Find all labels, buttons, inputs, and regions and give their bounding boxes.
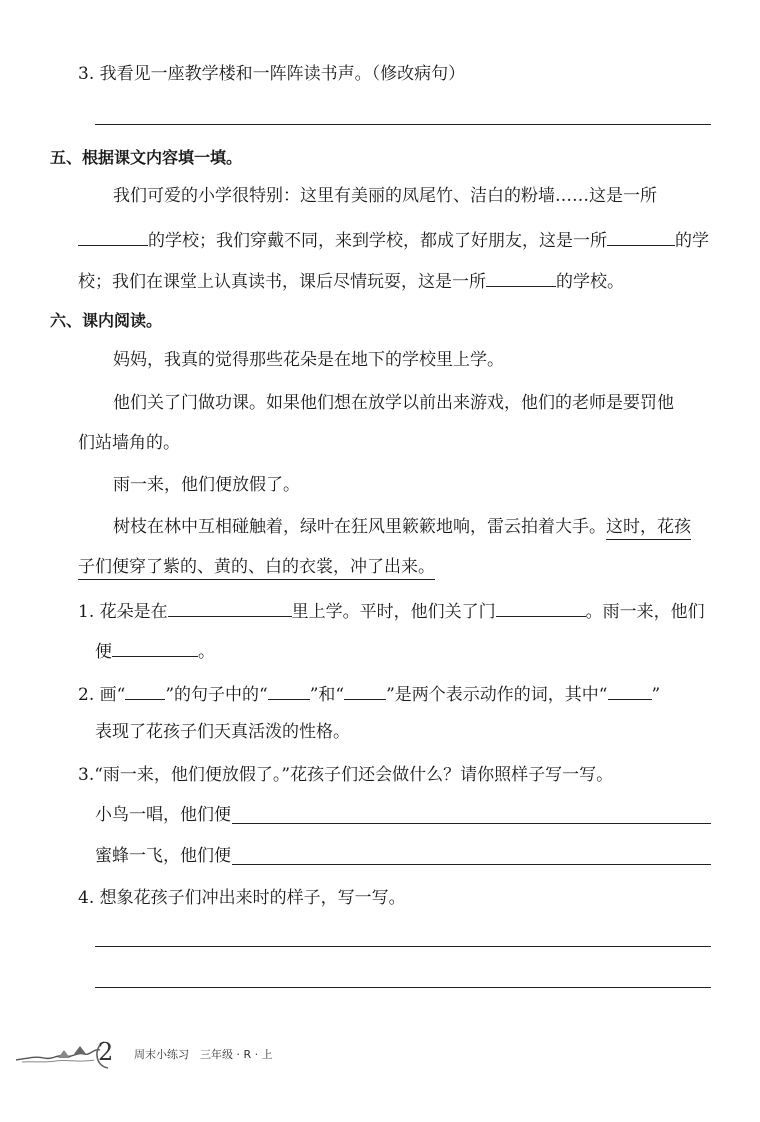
answer-line[interactable] xyxy=(232,864,711,865)
passage-paragraph-2: 他们关了门做功课。如果他们想在放学以前出来游戏，他们的老师是要罚他 xyxy=(113,393,674,413)
passage-paragraph-1: 妈妈，我真的觉得那些花朵是在地下的学校里上学。 xyxy=(113,350,504,370)
section-5-line-2 xyxy=(78,227,709,253)
answer-line[interactable] xyxy=(95,946,711,947)
fill-blank[interactable] xyxy=(168,598,292,617)
question-2 xyxy=(78,681,660,707)
text: 2. 画“ xyxy=(78,685,126,705)
page-footer xyxy=(14,1034,414,1074)
answer-line[interactable] xyxy=(95,124,711,125)
text: 树枝在林中互相碰触着，绿叶在狂风里簌簌地响，雷云拍着大手。 xyxy=(113,517,606,537)
text: 校；我们在课堂上认真读书，课后尽情玩耍，这是一所 xyxy=(78,272,486,292)
question-1-cont xyxy=(95,638,215,664)
text: 便 xyxy=(95,642,112,662)
text: 的学校；我们穿戴不同，来到学校，都成了好朋友，这是一所 xyxy=(148,231,607,251)
text: 。雨一来，他们 xyxy=(585,602,705,622)
section-5-title: 五、根据课文内容填一填。 xyxy=(50,148,243,167)
text: 的学校。 xyxy=(556,272,624,292)
underlined-sentence: 这时，花孩 xyxy=(606,517,691,540)
text: 。 xyxy=(198,642,215,662)
question-3-example-1: 小鸟一唱，他们便 xyxy=(95,805,231,825)
text: 1. 花朵是在 xyxy=(78,602,168,622)
fill-blank[interactable] xyxy=(607,227,675,246)
fill-blank[interactable] xyxy=(78,227,148,246)
section-5-line-3 xyxy=(78,268,624,294)
section-6-title: 六、课内阅读。 xyxy=(50,311,163,330)
fill-blank[interactable] xyxy=(608,681,652,700)
fill-blank[interactable] xyxy=(125,681,165,700)
question-3: 3.“雨一来，他们便放假了。”花孩子们还会做什么？请你照样子写一写。 xyxy=(78,765,614,785)
question-4: 4. 想象花孩子们冲出来时的样子，写一写。 xyxy=(78,888,406,908)
question-3-modify-sentence: 3. 我看见一座教学楼和一阵阵读书声。（修改病句） xyxy=(78,64,466,84)
page-number: 2 xyxy=(98,1038,114,1066)
text: 的学 xyxy=(675,231,709,251)
question-1 xyxy=(78,598,705,624)
text: ”是两个表示动作的词，其中“ xyxy=(386,685,608,705)
text: 里上学。平时，他们关了门 xyxy=(291,602,496,622)
passage-paragraph-4 xyxy=(113,515,691,539)
footer-text: 周末小练习 三年级 · R · 上 xyxy=(134,1048,273,1061)
section-5-line-1: 我们可爱的小学很特别：这里有美丽的凤尾竹、洁白的粉墙……这是一所 xyxy=(113,186,657,206)
passage-paragraph-2-cont: 们站墙角的。 xyxy=(78,433,180,453)
text: ”的句子中的“ xyxy=(165,685,268,705)
answer-line[interactable] xyxy=(232,823,711,824)
question-3-example-2: 蜜蜂一飞，他们便 xyxy=(95,846,231,866)
fill-blank[interactable] xyxy=(268,681,310,700)
fill-blank[interactable] xyxy=(496,598,586,617)
answer-line[interactable] xyxy=(95,987,711,988)
fill-blank[interactable] xyxy=(344,681,386,700)
fill-blank[interactable] xyxy=(486,268,556,287)
text: ” xyxy=(651,685,661,705)
text: ”和“ xyxy=(309,685,345,705)
fill-blank[interactable] xyxy=(112,638,198,657)
passage-paragraph-3: 雨一来，他们便放假了。 xyxy=(113,475,300,495)
question-2-cont: 表现了花孩子们天真活泼的性格。 xyxy=(95,722,350,742)
underlined-sentence: 子们便穿了紫的、黄的、白的衣裳，冲了出来。 xyxy=(78,557,435,580)
passage-paragraph-4-cont xyxy=(78,555,435,579)
